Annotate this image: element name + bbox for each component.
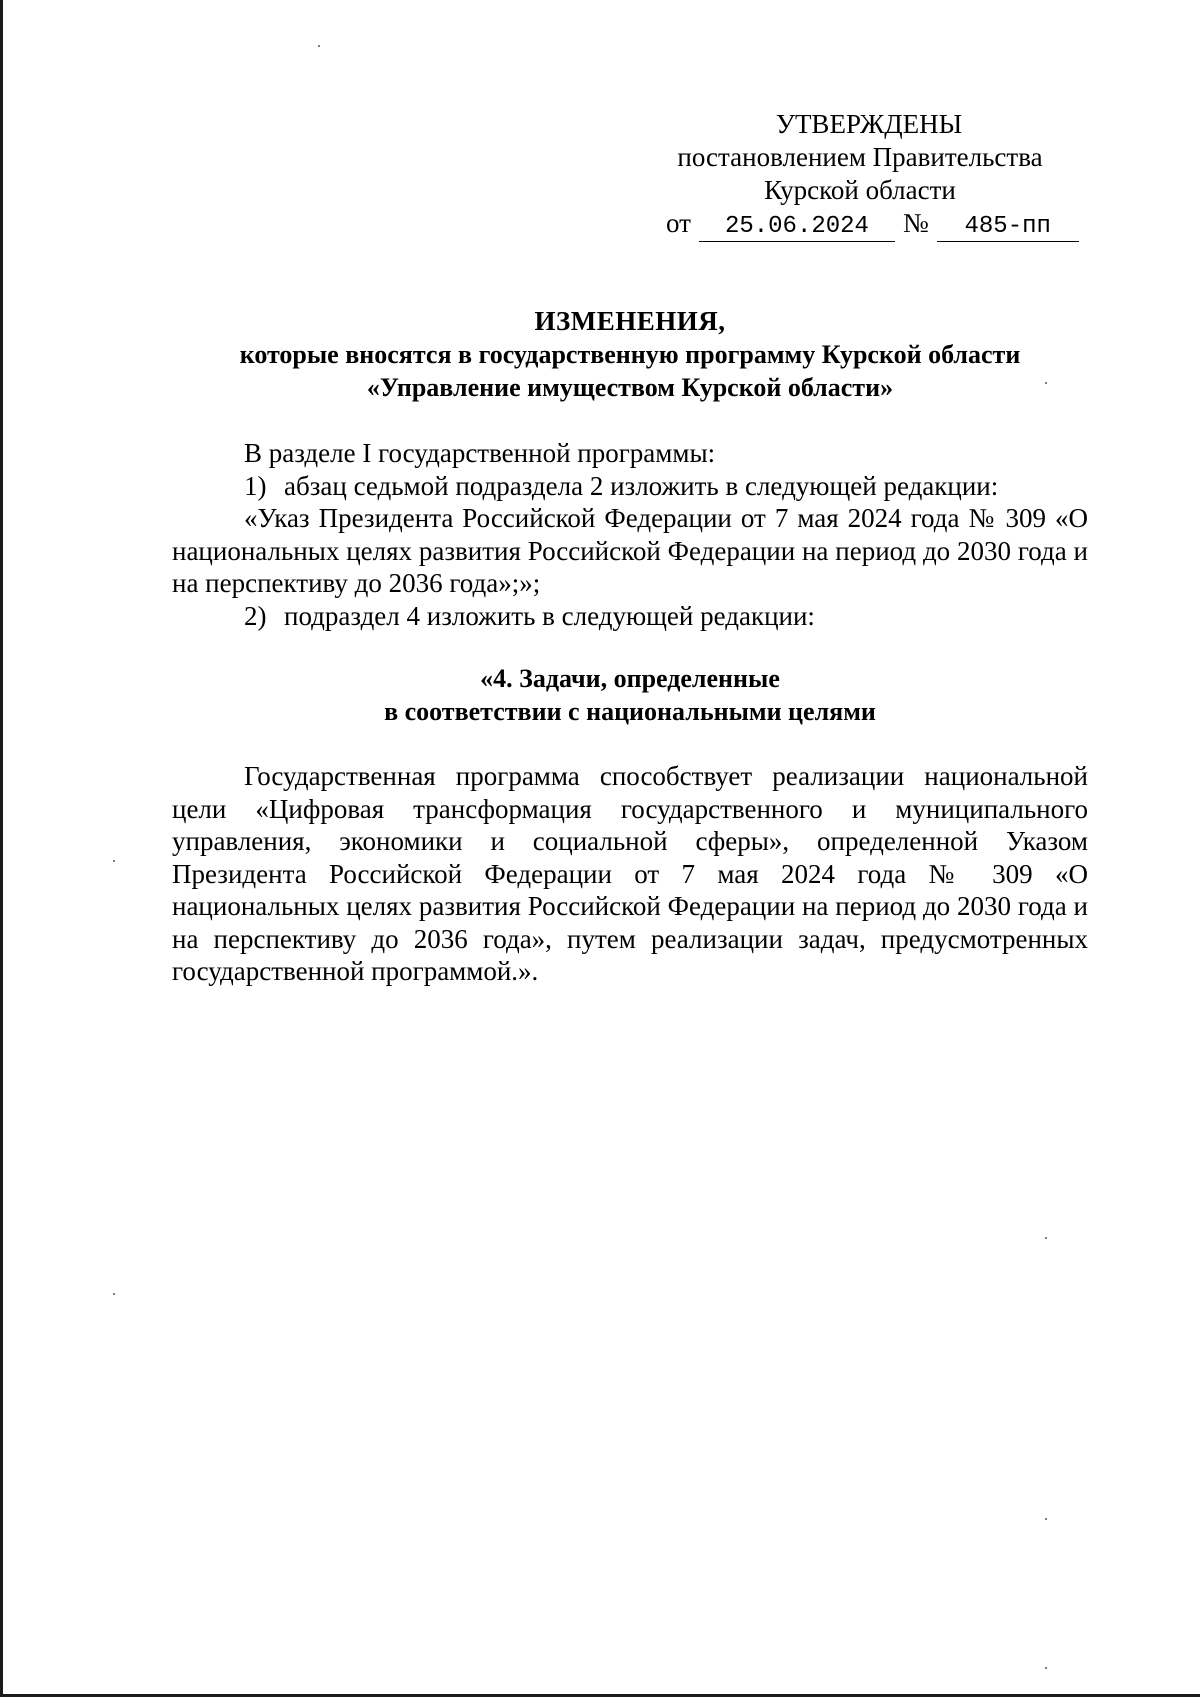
item-number: 1) <box>244 470 267 501</box>
title-sub-1: которые вносятся в государственную программу Курской области <box>239 340 1021 369</box>
date-prefix: от <box>666 208 691 238</box>
scan-speck <box>113 860 115 862</box>
document-title <box>170 305 1090 404</box>
amendments-list <box>172 437 1088 632</box>
approval-number: 485-пп <box>937 213 1079 242</box>
scan-speck <box>318 45 320 47</box>
section-heading <box>170 662 1090 728</box>
scan-speck <box>1045 1518 1047 1520</box>
approval-date: 25.06.2024 <box>699 213 895 242</box>
list-item <box>172 600 1088 633</box>
scan-speck <box>1045 1237 1047 1239</box>
item-text: абзац седьмой подраздела 2 изложить в следующей редакции: <box>284 470 999 501</box>
item-number: 2) <box>244 600 267 631</box>
section-body <box>172 760 1088 988</box>
title-sub-2: «Управление имуществом Курской области» <box>366 373 894 402</box>
intro-paragraph: В разделе I государственной программы: <box>244 438 716 468</box>
section-paragraph: Государственная программа способствует реализации национальной цели «Цифровая трансформация государственного и муниципального управления, экономики и социальной сферы», определенной Указом Президента Российской Федерации от 7 мая 2024 года № 309 «О национальных целях развития Российской Федерации на период до 2030 года и на перспективу до 2036 года», путем реализации задач, предусмотренных государственной программой.». <box>172 761 1088 986</box>
approval-line-2: постановлением Правительства <box>677 142 1043 172</box>
approval-line-3: Курской области <box>764 175 956 205</box>
title-main: ИЗМЕНЕНИЯ, <box>534 306 726 336</box>
scan-speck <box>113 1293 115 1295</box>
section-heading-line-1: «4. Задачи, определенные <box>480 664 780 693</box>
scan-speck <box>1045 1667 1047 1669</box>
approval-date-row <box>640 207 1080 242</box>
number-prefix: № <box>902 208 929 238</box>
list-item <box>172 470 1088 503</box>
scan-edge-left <box>0 0 3 1697</box>
section-heading-line-2: в соответствии с национальными целями <box>384 697 876 726</box>
approval-block <box>640 108 1080 242</box>
item-text: подраздел 4 изложить в следующей редакции: <box>284 600 815 631</box>
quoted-text: «Указ Президента Российской Федерации от 7 мая 2024 года № 309 «О национальных целях развития Российской Федерации на период до 2030 года и на перспективу до 2036 года»;»; <box>172 503 1088 598</box>
approval-title: УТВЕРЖДЕНЫ <box>775 109 963 139</box>
